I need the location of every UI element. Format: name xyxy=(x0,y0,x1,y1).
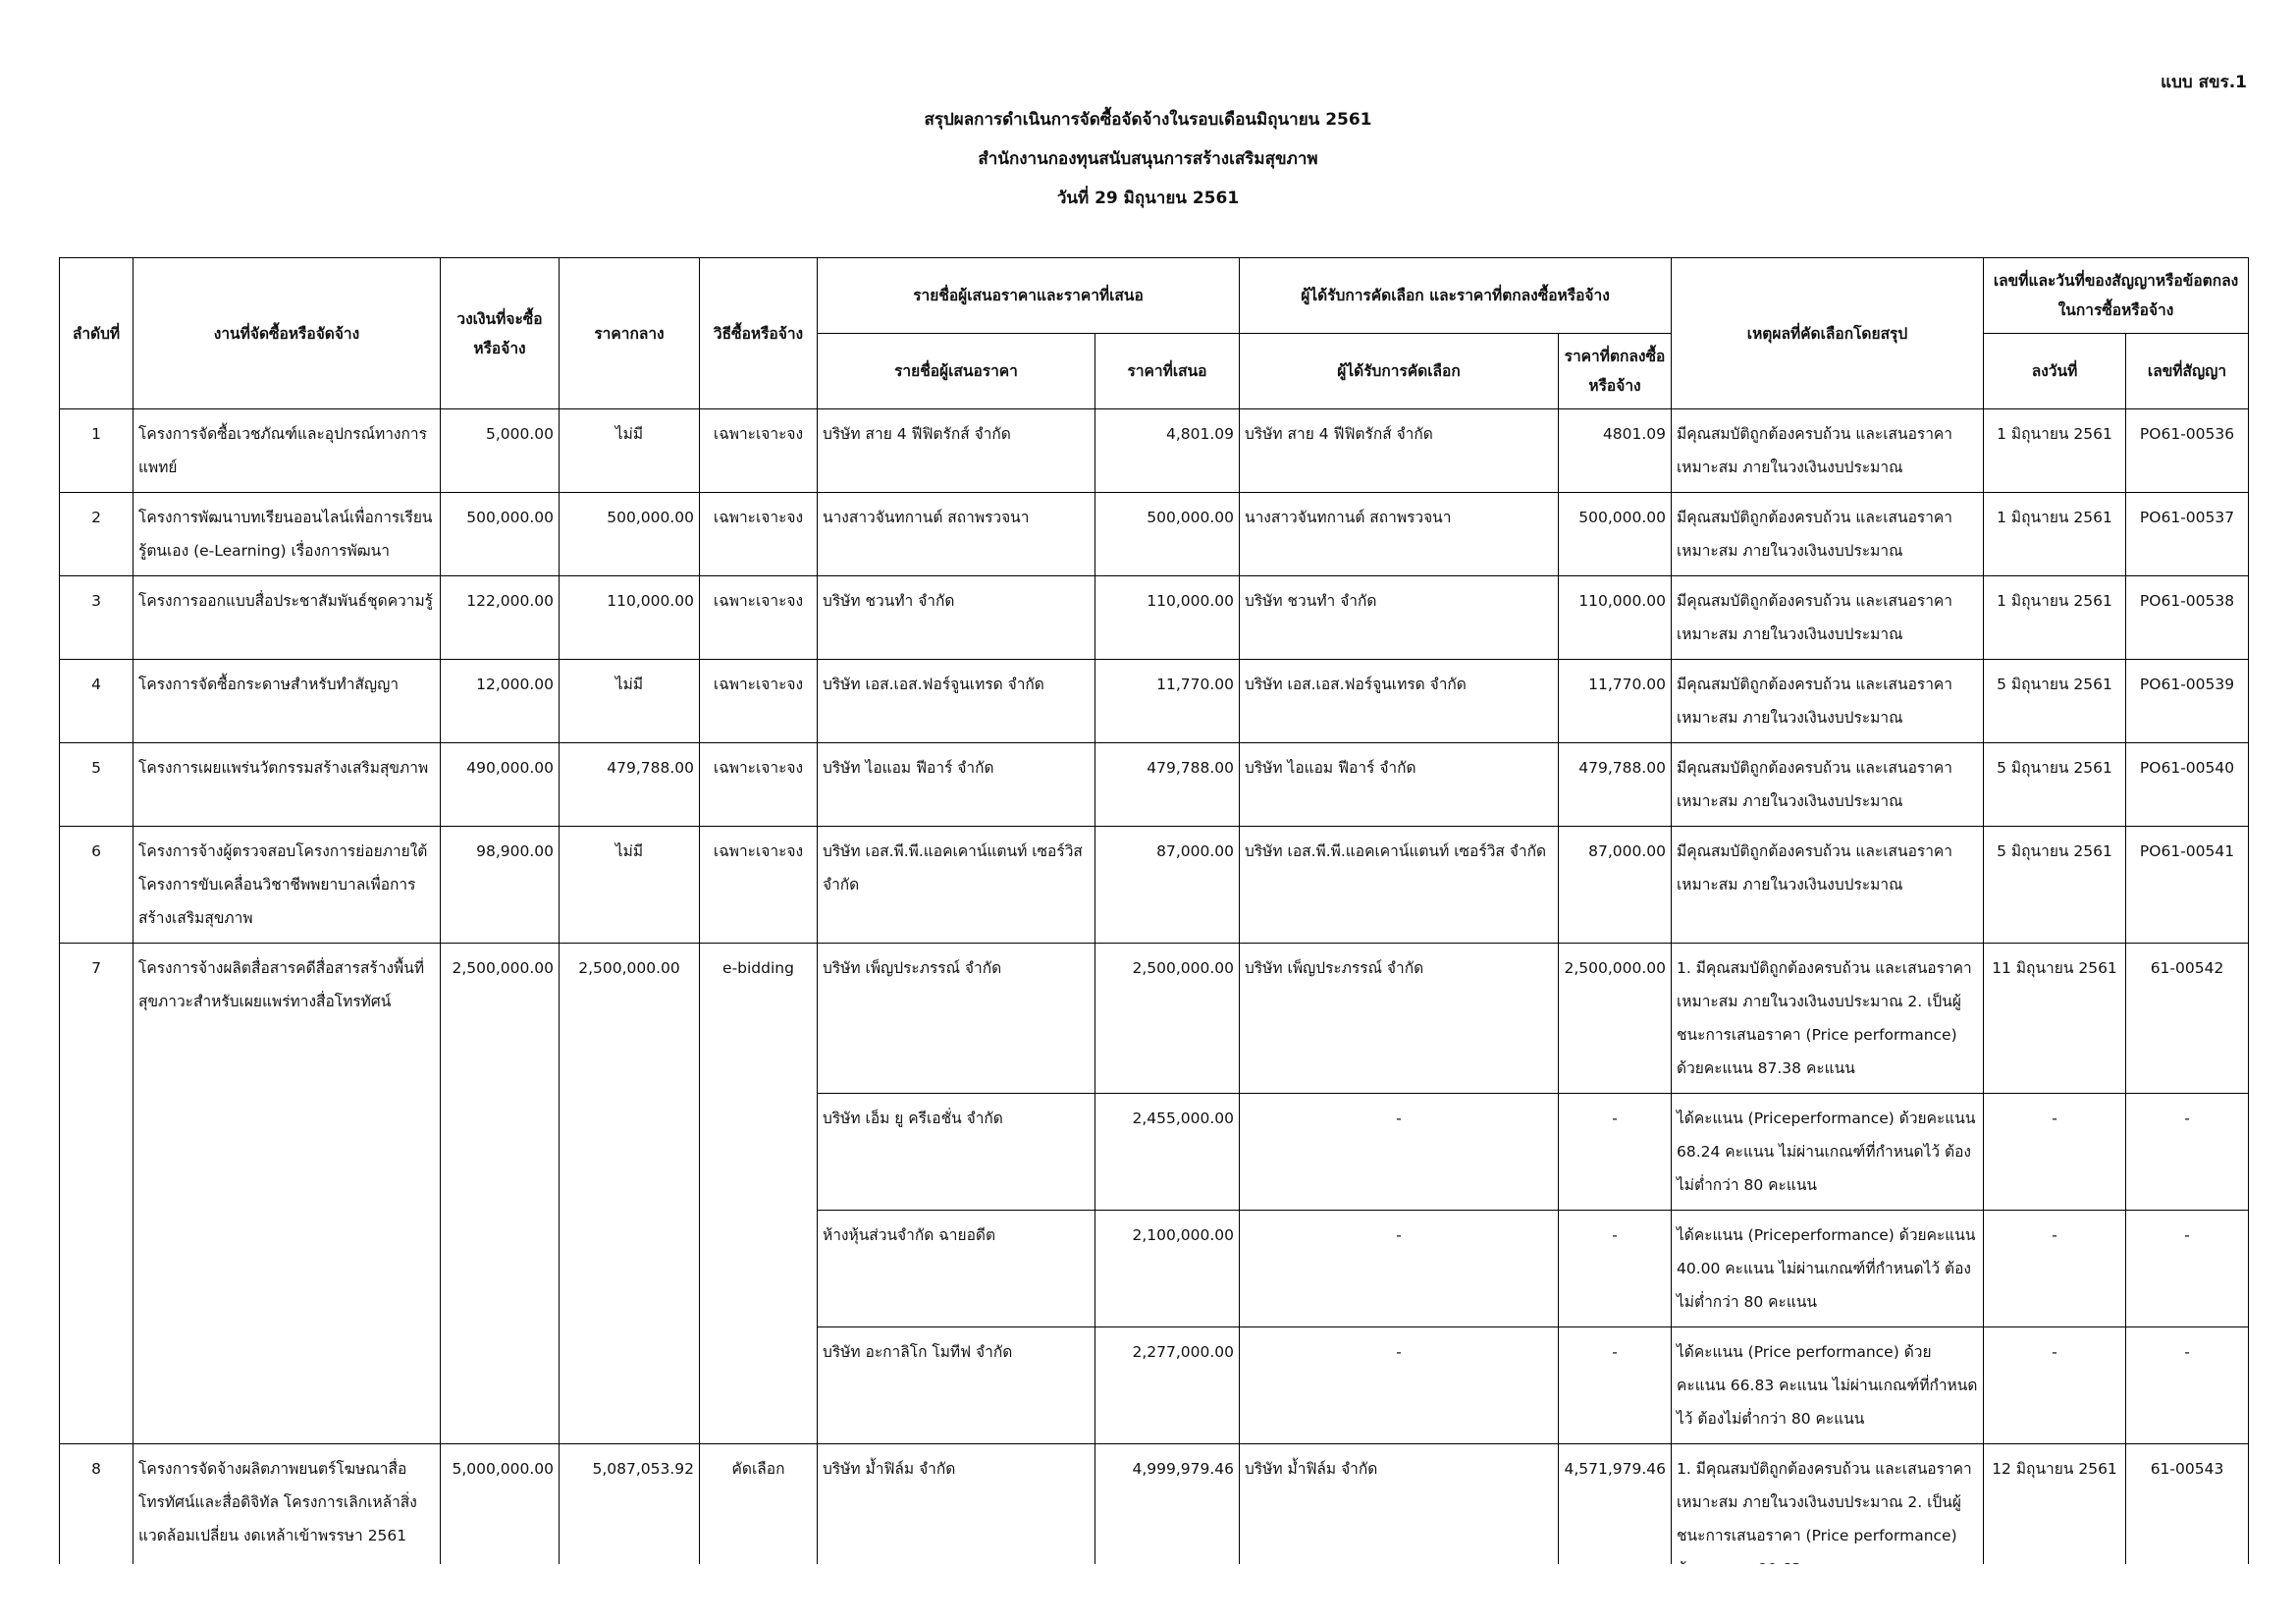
cell-agreed-price: - xyxy=(1559,1327,1672,1444)
cell-bidder: บริษัท เอ็ม ยู ครีเอชั่น จำกัด xyxy=(818,1094,1095,1211)
cell-agreed-price: - xyxy=(1559,1211,1672,1327)
cell-bid-price: 2,455,000.00 xyxy=(1095,1094,1240,1211)
cell-selected: บริษัท ชวนทำ จำกัด xyxy=(1240,576,1559,660)
cell-item: โครงการจัดซื้อกระดาษสำหรับทำสัญญา xyxy=(133,660,441,743)
header-bidder-name: รายชื่อผู้เสนอราคา xyxy=(818,334,1095,409)
cell-reason: มีคุณสมบัติถูกต้องครบถ้วน และเสนอราคาเหมาะสม ภายในวงเงินงบประมาณ xyxy=(1672,827,1984,944)
cell-budget: 2,500,000.00 xyxy=(441,944,560,1444)
cell-bid-price: 2,277,000.00 xyxy=(1095,1327,1240,1444)
table-row xyxy=(60,409,2249,493)
cell-bidder: ห้างหุ้นส่วนจำกัด ฉายอดีต xyxy=(818,1211,1095,1327)
cell-bid-price: 11,770.00 xyxy=(1095,660,1240,743)
cell-agreed-price: 2,500,000.00 xyxy=(1559,944,1672,1094)
procurement-table xyxy=(59,257,2249,1594)
cell-no: 4 xyxy=(60,660,133,743)
header-contract-no: เลขที่สัญญา xyxy=(2126,334,2249,409)
cell-no: 6 xyxy=(60,827,133,944)
cell-bid-price: 2,500,000.00 xyxy=(1095,944,1240,1094)
header-agreed-price: ราคาที่ตกลงซื้อหรือจ้าง xyxy=(1559,334,1672,409)
cell-agreed-price: 11,770.00 xyxy=(1559,660,1672,743)
cell-selected: นางสาวจันทกานต์ สถาพรวจนา xyxy=(1240,493,1559,576)
cell-bid-price: 479,788.00 xyxy=(1095,743,1240,827)
document-date: วันที่ 29 มิถุนายน 2561 xyxy=(1056,189,1240,208)
cell-median-price: 2,500,000.00 xyxy=(560,944,700,1444)
cell-agreed-price: - xyxy=(1559,1094,1672,1211)
cell-reason: มีคุณสมบัติถูกต้องครบถ้วน และเสนอราคาเหมาะสม ภายในวงเงินงบประมาณ xyxy=(1672,409,1984,493)
cell-item: โครงการจ้างผู้ตรวจสอบโครงการย่อยภายใต้โครงการขับเคลื่อนวิชาชีพพยาบาลเพื่อการสร้างเสริมสุขภาพ xyxy=(133,827,441,944)
cell-agreed-price: 4,571,979.46 xyxy=(1559,1444,1672,1595)
cell-budget: 5,000,000.00 xyxy=(441,1444,560,1595)
cell-no: 1 xyxy=(60,409,133,493)
cell-bidder: บริษัท เอส.พี.พี.แอคเคาน์แตนท์ เซอร์วิส จำกัด xyxy=(818,827,1095,944)
header-reason: เหตุผลที่คัดเลือกโดยสรุป xyxy=(1672,258,1984,409)
header-bid-price: ราคาที่เสนอ xyxy=(1095,334,1240,409)
cell-method: คัดเลือก xyxy=(700,1444,818,1595)
cell-agreed-price: 87,000.00 xyxy=(1559,827,1672,944)
cell-contract-date: 1 มิถุนายน 2561 xyxy=(1984,493,2126,576)
header-bidders-group: รายชื่อผู้เสนอราคาและราคาที่เสนอ xyxy=(818,258,1240,334)
cell-contract-date: - xyxy=(1984,1094,2126,1211)
cell-median-price: ไม่มี xyxy=(560,409,700,493)
table-row xyxy=(60,576,2249,660)
cell-budget: 5,000.00 xyxy=(441,409,560,493)
cell-agreed-price: 110,000.00 xyxy=(1559,576,1672,660)
cell-method: เฉพาะเจาะจง xyxy=(700,493,818,576)
cell-contract-no: 61-00543 xyxy=(2126,1444,2249,1595)
page-bottom-margin xyxy=(0,1564,2296,1624)
header-method: วิธีซื้อหรือจ้าง xyxy=(700,258,818,409)
cell-bidder: บริษัท ชวนทำ จำกัด xyxy=(818,576,1095,660)
cell-no: 3 xyxy=(60,576,133,660)
cell-contract-no: PO61-00538 xyxy=(2126,576,2249,660)
cell-median-price: ไม่มี xyxy=(560,827,700,944)
cell-contract-no: 61-00542 xyxy=(2126,944,2249,1094)
cell-contract-no: - xyxy=(2126,1327,2249,1444)
cell-median-price: 500,000.00 xyxy=(560,493,700,576)
cell-selected: บริษัท เพ็ญประภรรณ์ จำกัด xyxy=(1240,944,1559,1094)
cell-median-price: 479,788.00 xyxy=(560,743,700,827)
cell-item: โครงการจ้างผลิตสื่อสารคดีสื่อสารสร้างพื้นที่สุขภาวะสำหรับเผยแพร่ทางสื่อโทรทัศน์ xyxy=(133,944,441,1444)
cell-median-price: ไม่มี xyxy=(560,660,700,743)
cell-method: เฉพาะเจาะจง xyxy=(700,576,818,660)
form-code: แบบ สขร.1 xyxy=(2161,73,2247,92)
cell-selected: บริษัท ไอแอม ฟีอาร์ จำกัด xyxy=(1240,743,1559,827)
cell-budget: 500,000.00 xyxy=(441,493,560,576)
cell-no: 2 xyxy=(60,493,133,576)
cell-bidder: บริษัท เพ็ญประภรรณ์ จำกัด xyxy=(818,944,1095,1094)
cell-method: เฉพาะเจาะจง xyxy=(700,660,818,743)
cell-contract-date: 11 มิถุนายน 2561 xyxy=(1984,944,2126,1094)
cell-selected: - xyxy=(1240,1327,1559,1444)
cell-item: โครงการออกแบบสื่อประชาสัมพันธ์ชุดความรู้ xyxy=(133,576,441,660)
cell-contract-no: PO61-00540 xyxy=(2126,743,2249,827)
cell-selected: - xyxy=(1240,1094,1559,1211)
cell-reason: 1. มีคุณสมบัติถูกต้องครบถ้วน และเสนอราคาเหมาะสม ภายในวงเงินงบประมาณ 2. เป็นผู้ชนะการเสนอราคา (Price performance) xyxy=(1672,1444,1984,1595)
header-median-price: ราคากลาง xyxy=(560,258,700,409)
cell-reason: มีคุณสมบัติถูกต้องครบถ้วน และเสนอราคาเหมาะสม ภายในวงเงินงบประมาณ xyxy=(1672,576,1984,660)
cell-no: 8 xyxy=(60,1444,133,1595)
table-row xyxy=(60,660,2249,743)
cell-bid-price: 4,999,979.46 xyxy=(1095,1444,1240,1595)
cell-contract-date: 12 มิถุนายน 2561 xyxy=(1984,1444,2126,1595)
cell-median-price: 5,087,053.92 xyxy=(560,1444,700,1595)
cell-no: 5 xyxy=(60,743,133,827)
cell-selected: - xyxy=(1240,1211,1559,1327)
cell-contract-date: 1 มิถุนายน 2561 xyxy=(1984,576,2126,660)
cell-selected: บริษัท ม้ำฟิล์ม จำกัด xyxy=(1240,1444,1559,1595)
header-item: งานที่จัดซื้อหรือจัดจ้าง xyxy=(133,258,441,409)
table-row xyxy=(60,944,2249,1094)
organization-name: สำนักงานกองทุนสนับสนุนการสร้างเสริมสุขภาพ xyxy=(978,149,1318,169)
table-row xyxy=(60,743,2249,827)
cell-contract-no: PO61-00537 xyxy=(2126,493,2249,576)
cell-item: โครงการพัฒนาบทเรียนออนไลน์เพื่อการเรียนรู้ตนเอง (e-Learning) เรื่องการพัฒนา xyxy=(133,493,441,576)
cell-contract-no: PO61-00539 xyxy=(2126,660,2249,743)
table-body xyxy=(60,409,2249,1595)
cell-reason: ได้คะแนน (Priceperformance) ด้วยคะแนน 40.00 คะแนน ไม่ผ่านเกณฑ์ที่กำหนดไว้ ต้องไม่ต่ำกว่า 80 คะแนน xyxy=(1672,1211,1984,1327)
cell-selected: บริษัท สาย 4 ฟีฟิตรักส์ จำกัด xyxy=(1240,409,1559,493)
cell-contract-no: PO61-00541 xyxy=(2126,827,2249,944)
table-header xyxy=(60,258,2249,409)
cell-bidder: บริษัท สาย 4 ฟีฟิตรักส์ จำกัด xyxy=(818,409,1095,493)
header-no: ลำดับที่ xyxy=(60,258,133,409)
cell-contract-no: - xyxy=(2126,1211,2249,1327)
table-row xyxy=(60,827,2249,944)
cell-contract-date: 1 มิถุนายน 2561 xyxy=(1984,409,2126,493)
cell-budget: 12,000.00 xyxy=(441,660,560,743)
cell-agreed-price: 500,000.00 xyxy=(1559,493,1672,576)
cell-contract-no: - xyxy=(2126,1094,2249,1211)
cell-agreed-price: 4801.09 xyxy=(1559,409,1672,493)
cell-method: เฉพาะเจาะจง xyxy=(700,827,818,944)
header-budget: วงเงินที่จะซื้อหรือจ้าง xyxy=(441,258,560,409)
header-contract-group: เลขที่และวันที่ของสัญญาหรือข้อตกลงในการซื้อหรือจ้าง xyxy=(1984,258,2249,334)
cell-bid-price: 4,801.09 xyxy=(1095,409,1240,493)
cell-bid-price: 500,000.00 xyxy=(1095,493,1240,576)
cell-reason: ได้คะแนน (Priceperformance) ด้วยคะแนน 68.24 คะแนน ไม่ผ่านเกณฑ์ที่กำหนดไว้ ต้องไม่ต่ำกว่า 80 คะแนน xyxy=(1672,1094,1984,1211)
cell-contract-date: 5 มิถุนายน 2561 xyxy=(1984,660,2126,743)
cell-item: โครงการจัดซื้อเวชภัณฑ์และอุปกรณ์ทางการแพทย์ xyxy=(133,409,441,493)
cell-method: เฉพาะเจาะจง xyxy=(700,743,818,827)
cell-reason: มีคุณสมบัติถูกต้องครบถ้วน และเสนอราคาเหมาะสม ภายในวงเงินงบประมาณ xyxy=(1672,493,1984,576)
cell-budget: 98,900.00 xyxy=(441,827,560,944)
cell-bidder: บริษัท ไอแอม ฟีอาร์ จำกัด xyxy=(818,743,1095,827)
cell-bid-price: 110,000.00 xyxy=(1095,576,1240,660)
cell-reason: ได้คะแนน (Price performance) ด้วยคะแนน 66.83 คะแนน ไม่ผ่านเกณฑ์ที่กำหนดไว้ ต้องไม่ต่ำกว่า 80 คะแนน xyxy=(1672,1327,1984,1444)
cell-budget: 122,000.00 xyxy=(441,576,560,660)
cell-contract-no: PO61-00536 xyxy=(2126,409,2249,493)
cell-selected: บริษัท เอส.เอส.ฟอร์จูนเทรด จำกัด xyxy=(1240,660,1559,743)
table-row xyxy=(60,493,2249,576)
cell-contract-date: 5 มิถุนายน 2561 xyxy=(1984,743,2126,827)
cell-reason: มีคุณสมบัติถูกต้องครบถ้วน และเสนอราคาเหมาะสม ภายในวงเงินงบประมาณ xyxy=(1672,743,1984,827)
cell-reason: มีคุณสมบัติถูกต้องครบถ้วน และเสนอราคาเหมาะสม ภายในวงเงินงบประมาณ xyxy=(1672,660,1984,743)
cell-item: โครงการจัดจ้างผลิตภาพยนตร์โฆษณาสื่อโทรทัศน์และสื่อดิจิทัล โครงการเลิกเหล้าสิ่งแวดล้อมเปลี่ยน งดเหล้าเข้าพรรษา 2561 xyxy=(133,1444,441,1595)
cell-reason: 1. มีคุณสมบัติถูกต้องครบถ้วน และเสนอราคาเหมาะสม ภายในวงเงินงบประมาณ 2. เป็นผู้ชนะการเสนอราคา (Price performance) ด้วยคะแนน 87.38 คะแนน xyxy=(1672,944,1984,1094)
header-contract-date: ลงวันที่ xyxy=(1984,334,2126,409)
cell-agreed-price: 479,788.00 xyxy=(1559,743,1672,827)
cell-selected: บริษัท เอส.พี.พี.แอคเคาน์แตนท์ เซอร์วิส จำกัด xyxy=(1240,827,1559,944)
cell-bidder: บริษัท ม้ำฟิล์ม จำกัด xyxy=(818,1444,1095,1595)
cell-bidder: บริษัท อะกาลิโก โมทีฟ จำกัด xyxy=(818,1327,1095,1444)
cell-bidder: บริษัท เอส.เอส.ฟอร์จูนเทรด จำกัด xyxy=(818,660,1095,743)
cell-median-price: 110,000.00 xyxy=(560,576,700,660)
cell-method: เฉพาะเจาะจง xyxy=(700,409,818,493)
cell-item: โครงการเผยแพร่นวัตกรรมสร้างเสริมสุขภาพ xyxy=(133,743,441,827)
cell-budget: 490,000.00 xyxy=(441,743,560,827)
cell-bid-price: 87,000.00 xyxy=(1095,827,1240,944)
cell-contract-date: - xyxy=(1984,1327,2126,1444)
cell-bid-price: 2,100,000.00 xyxy=(1095,1211,1240,1327)
cell-no: 7 xyxy=(60,944,133,1444)
cell-bidder: นางสาวจันทกานต์ สถาพรวจนา xyxy=(818,493,1095,576)
cell-method: e-bidding xyxy=(700,944,818,1444)
cell-contract-date: 5 มิถุนายน 2561 xyxy=(1984,827,2126,944)
header-selected-name: ผู้ได้รับการคัดเลือก xyxy=(1240,334,1559,409)
cell-contract-date: - xyxy=(1984,1211,2126,1327)
document-title: สรุปผลการดำเนินการจัดซื้อจัดจ้างในรอบเดือนมิถุนายน 2561 xyxy=(924,110,1372,130)
header-selected-group: ผู้ได้รับการคัดเลือก และราคาที่ตกลงซื้อหรือจ้าง xyxy=(1240,258,1672,334)
